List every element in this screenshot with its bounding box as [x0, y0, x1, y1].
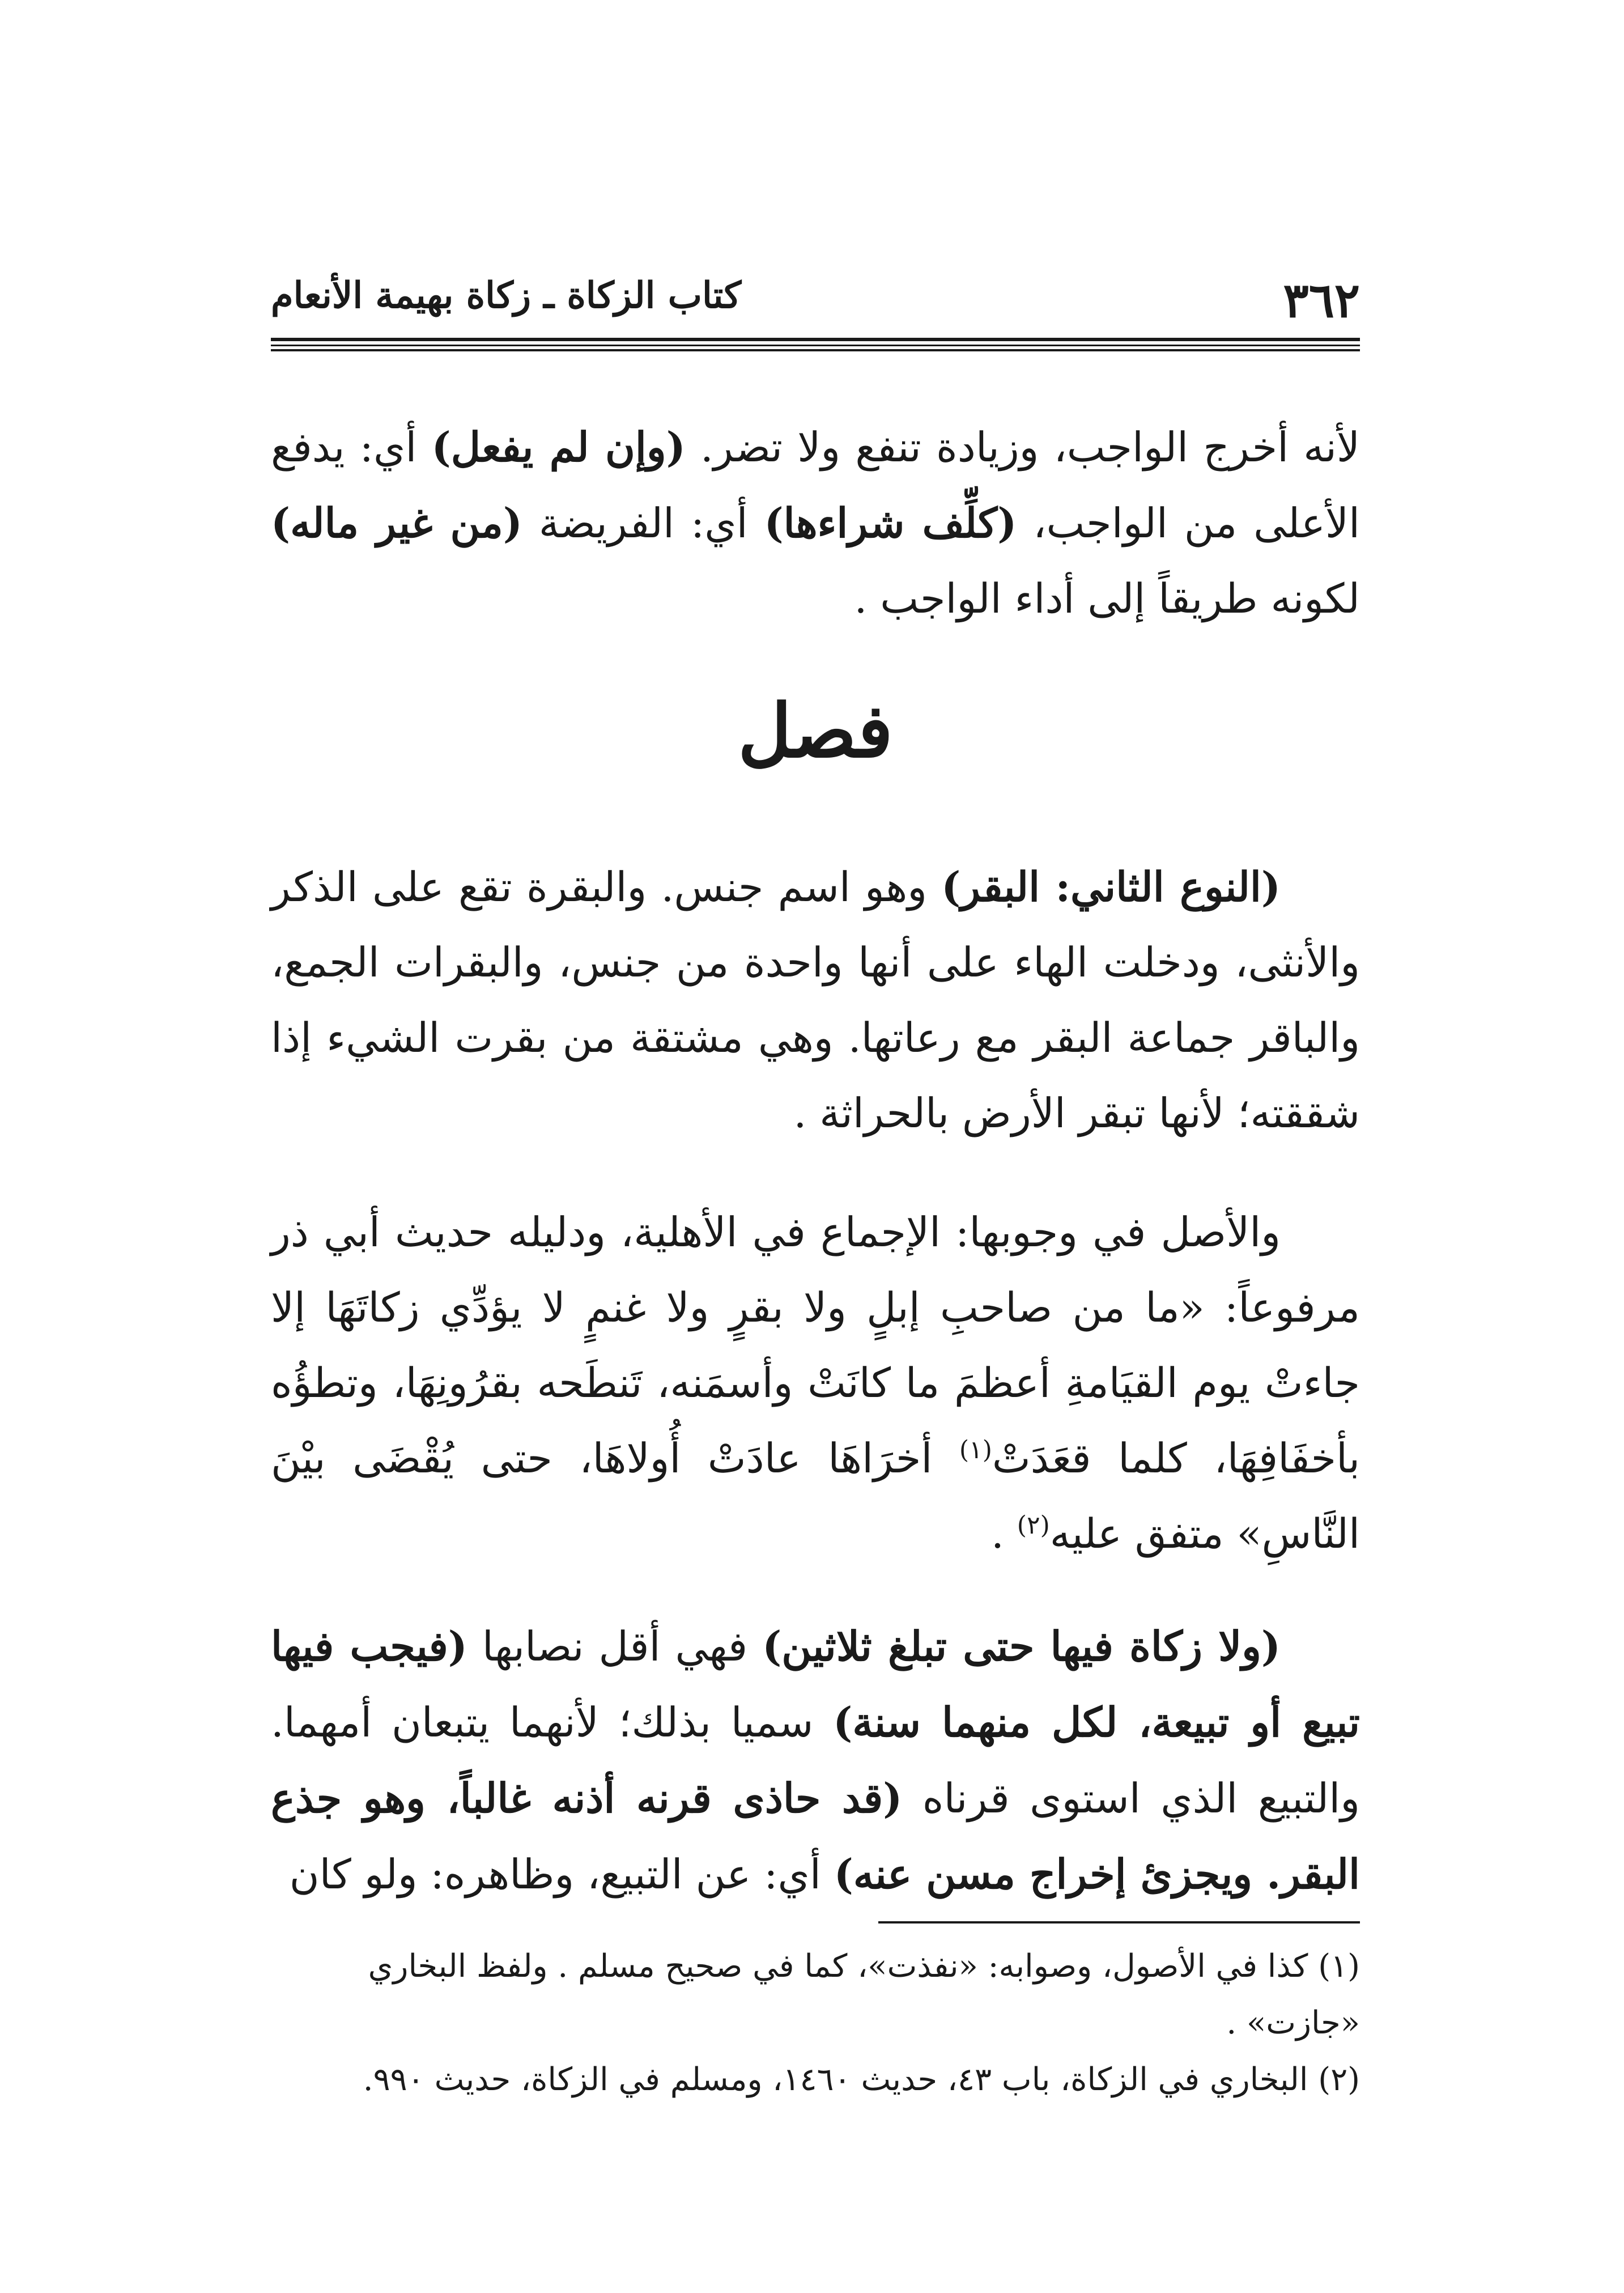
text-run: . [991, 1510, 1017, 1557]
text-run: لكونه طريقاً إلى أداء الواجب . [854, 575, 1360, 622]
text-run: أخرَاهَا عادَتْ أُولاهَا، حتى يُقْضَى بيْنَ النَّاسِ» متفق عليه [271, 1434, 1360, 1557]
paragraph-2 [271, 849, 1360, 1151]
matn-text: (من غير ماله) [271, 499, 522, 547]
section-title: فصل [738, 687, 893, 774]
running-title: كتاب الزكاة ـ زكاة بهيمة الأنعام [271, 274, 742, 317]
text-run: وهو اسم جنس. والبقرة تقع على الذكر والأنثى، ودخلت الهاء على أنها واحدة من جنس، والبقرات الجمع، والباقر جماعة البقر مع رعاتها. وهي مشتقة من بقرت الشيء إذا شققته؛ لأنها تبقر الأرض بالحراثة . [271, 863, 1360, 1137]
footnotes [271, 1938, 1360, 2108]
header-rule [271, 349, 1360, 351]
text-run: سميا بذلك؛ لأنهما يتبعان أمهما. والتبيع الذي استوى قرناه [271, 1698, 1360, 1822]
footnote-1: (١) كذا في الأصول، وصوابه: «نفذت»، كما في صحيح مسلم . ولفظ البخاري «جازت» . [368, 1948, 1360, 2041]
text-run: أي: يدفع الأعلى من الواجب، [271, 423, 1360, 547]
text-run: والأصل في وجوبها: الإجماع في الأهلية، ودليله حديث أبي ذر مرفوعاً: «ما من صاحبِ إبلٍ ولا بقرٍ ولا غنمٍ لا يؤدِّي زكاتَهَا إلا جاءتْ يوم القيَامةِ أعظمَ ما كانَتْ وأسمَنه، تَنطَحه بقرُونِهَا، وتطؤُه بأخفَافِهَا، كلما قعَدَتْ [271, 1208, 1360, 1482]
matn-text: (كلِّف شراءها) [764, 499, 1017, 547]
header-rule [271, 345, 1360, 346]
matn-text: (فيجب فيها تبيع أو تبيعة، لكل منهما سنة) [271, 1622, 1360, 1746]
page-header [271, 265, 1360, 340]
paragraph-1 [271, 409, 1360, 636]
footnote-separator [878, 1921, 1360, 1923]
text-run: أي: الفريضة [522, 499, 764, 547]
text-run: فهي أقل نصابها [467, 1623, 763, 1670]
header-rule [271, 338, 1360, 341]
page-number: ٣٦٢ [1283, 272, 1360, 328]
footnote-ref[interactable]: (١) [959, 1436, 992, 1464]
footnote-ref[interactable]: (٢) [1017, 1511, 1050, 1540]
footnote-2: (٢) البخاري في الزكاة، باب ٤٣، حديث ١٤٦٠، ومسلم في الزكاة، حديث ٩٩٠. [363, 2061, 1360, 2098]
text-run: أي: عن التبيع، وظاهره: ولو كان [289, 1850, 834, 1898]
matn-text: (ولا زكاة فيها حتى تبلغ ثلاثين) [762, 1622, 1281, 1670]
matn-text: (وإن لم يفعل) [431, 423, 686, 471]
paragraph-3 [271, 1195, 1360, 1572]
matn-text: (قد حاذى قرنه أذنه غالباً، وهو جذع البقر. ويجزئ إخراج مسن عنه) [271, 1774, 1360, 1898]
paragraph-4 [271, 1608, 1360, 1912]
text-run: لأنه أخرج الواجب، وزيادة تنفع ولا تضر. [685, 423, 1360, 471]
matn-text: (النوع الثاني: البقر) [941, 863, 1281, 911]
